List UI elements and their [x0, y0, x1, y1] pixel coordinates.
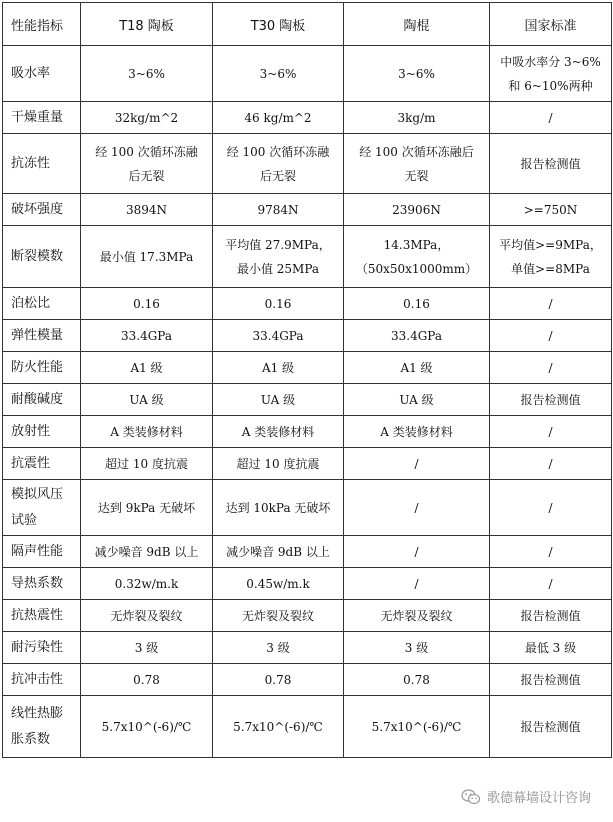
row-label: 弹性模量 [3, 320, 81, 352]
table-cell: 5.7x10^(-6)/℃ [344, 696, 490, 758]
table-cell: 3 级 [213, 632, 344, 664]
table-cell: 达到 10kPa 无破坏 [213, 480, 344, 536]
row-label: 隔声性能 [3, 536, 81, 568]
table-cell: 最低 3 级 [490, 632, 612, 664]
row-label: 抗震性 [3, 448, 81, 480]
spec-table [2, 2, 612, 758]
table-cell: A1 级 [344, 352, 490, 384]
table-row [3, 416, 612, 448]
table-cell: 33.4GPa [213, 320, 344, 352]
table-cell: 0.78 [344, 664, 490, 696]
header-cell: 性能指标 [3, 3, 81, 46]
table-cell: 报告检测值 [490, 696, 612, 758]
row-label: 抗冻性 [3, 134, 81, 194]
table-cell: 3894N [81, 194, 213, 226]
row-label: 破坏强度 [3, 194, 81, 226]
table-cell: 无炸裂及裂纹 [344, 600, 490, 632]
table-cell: / [490, 480, 612, 536]
row-label: 吸水率 [3, 46, 81, 102]
table-cell: / [490, 568, 612, 600]
table-cell: UA 级 [213, 384, 344, 416]
table-cell: / [490, 448, 612, 480]
table-cell: 0.16 [81, 288, 213, 320]
table-cell: / [344, 448, 490, 480]
table-row [3, 384, 612, 416]
table-cell: A 类装修材料 [213, 416, 344, 448]
table-cell: 23906N [344, 194, 490, 226]
table-row [3, 632, 612, 664]
row-label: 抗热震性 [3, 600, 81, 632]
row-label: 干燥重量 [3, 102, 81, 134]
table-cell: 14.3MPa， （50x50x1000mm） [344, 226, 490, 288]
table-row [3, 226, 612, 288]
row-label: 泊松比 [3, 288, 81, 320]
row-label: 抗冲击性 [3, 664, 81, 696]
table-row [3, 448, 612, 480]
table-row [3, 696, 612, 758]
table-cell: UA 级 [81, 384, 213, 416]
table-row [3, 46, 612, 102]
table-cell: 平均值 27.9MPa， 最小值 25MPa [213, 226, 344, 288]
table-cell: 0.45w/m.k [213, 568, 344, 600]
table-cell: 减少噪音 9dB 以上 [213, 536, 344, 568]
table-cell: / [490, 352, 612, 384]
table-row [3, 288, 612, 320]
header-cell: 国家标准 [490, 3, 612, 46]
table-row [3, 664, 612, 696]
table-cell: UA 级 [344, 384, 490, 416]
table-cell: / [490, 416, 612, 448]
table-cell: 报告检测值 [490, 384, 612, 416]
table-cell: A 类装修材料 [344, 416, 490, 448]
table-cell: 33.4GPa [344, 320, 490, 352]
table-cell: / [490, 288, 612, 320]
watermark [457, 785, 595, 808]
table-cell: 3~6% [344, 46, 490, 102]
row-label: 防火性能 [3, 352, 81, 384]
table-cell: / [490, 320, 612, 352]
header-cell: T18 陶板 [81, 3, 213, 46]
table-cell: 经 100 次循环冻融 后无裂 [213, 134, 344, 194]
table-cell: A 类装修材料 [81, 416, 213, 448]
table-cell: 0.32w/m.k [81, 568, 213, 600]
table-cell: 3 级 [344, 632, 490, 664]
table-cell: 超过 10 度抗震 [213, 448, 344, 480]
table-cell: 3 级 [81, 632, 213, 664]
header-cell: 陶棍 [344, 3, 490, 46]
table-cell: / [344, 536, 490, 568]
table-cell: 报告检测值 [490, 664, 612, 696]
row-label: 耐酸碱度 [3, 384, 81, 416]
table-cell: / [344, 568, 490, 600]
table-cell: >=750N [490, 194, 612, 226]
table-row [3, 352, 612, 384]
row-label: 导热系数 [3, 568, 81, 600]
table-row [3, 320, 612, 352]
table-cell: 3~6% [213, 46, 344, 102]
table-cell: 5.7x10^(-6)/℃ [213, 696, 344, 758]
header-row [3, 3, 612, 46]
table-cell: 5.7x10^(-6)/℃ [81, 696, 213, 758]
table-cell: A1 级 [81, 352, 213, 384]
table-cell: 报告检测值 [490, 600, 612, 632]
wechat-icon [461, 789, 481, 805]
row-label: 线性热膨 胀系数 [3, 696, 81, 758]
table-cell: 减少噪音 9dB 以上 [81, 536, 213, 568]
table-cell: 0.78 [213, 664, 344, 696]
table-cell: 达到 9kPa 无破坏 [81, 480, 213, 536]
table-cell: / [490, 536, 612, 568]
table-cell: 3~6% [81, 46, 213, 102]
watermark-text: 歌德幕墙设计咨询 [486, 791, 591, 806]
table-row [3, 102, 612, 134]
table-cell: 最小值 17.3MPa [81, 226, 213, 288]
row-label: 放射性 [3, 416, 81, 448]
table-cell: 33.4GPa [81, 320, 213, 352]
table-cell: 平均值>=9MPa， 单值>=8MPa [490, 226, 612, 288]
table-cell: / [490, 102, 612, 134]
table-cell: 报告检测值 [490, 134, 612, 194]
row-label: 模拟风压 试验 [3, 480, 81, 536]
table-cell: 无炸裂及裂纹 [213, 600, 344, 632]
table-row [3, 480, 612, 536]
header-cell: T30 陶板 [213, 3, 344, 46]
table-cell: 0.78 [81, 664, 213, 696]
row-label: 断裂模数 [3, 226, 81, 288]
table-cell: / [344, 480, 490, 536]
table-row [3, 536, 612, 568]
table-row [3, 194, 612, 226]
table-cell: 46 kg/m^2 [213, 102, 344, 134]
table-cell: 9784N [213, 194, 344, 226]
table-cell: A1 级 [213, 352, 344, 384]
table-cell: 经 100 次循环冻融后 无裂 [344, 134, 490, 194]
table-cell: 中吸水率分 3~6% 和 6~10%两种 [490, 46, 612, 102]
table-cell: 经 100 次循环冻融 后无裂 [81, 134, 213, 194]
table-row [3, 134, 612, 194]
table-cell: 无炸裂及裂纹 [81, 600, 213, 632]
table-cell: 超过 10 度抗震 [81, 448, 213, 480]
table-cell: 32kg/m^2 [81, 102, 213, 134]
table-cell: 3kg/m [344, 102, 490, 134]
table-row [3, 600, 612, 632]
table-cell: 0.16 [213, 288, 344, 320]
table-cell: 0.16 [344, 288, 490, 320]
table-row [3, 568, 612, 600]
row-label: 耐污染性 [3, 632, 81, 664]
